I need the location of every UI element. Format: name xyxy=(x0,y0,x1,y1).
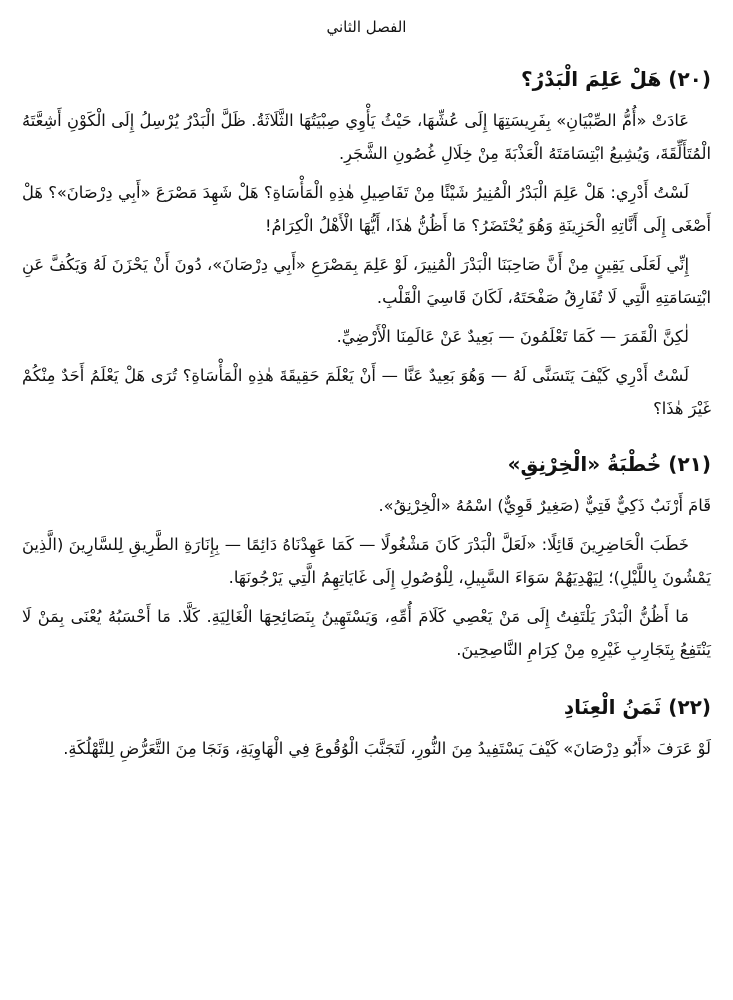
paragraph: إِنِّي لَعَلَى يَقِينٍ مِنْ أَنَّ صَاحِبَنَا الْبَدْرَ الْمُنِيرَ، لَوْ عَلِمَ بِمَصْرَعِ «أَبِي دِرْصَانَ»، دُونَ أَنْ يَحْزَنَ لَهُ وَيَكُفَّ عَنِ ابْتِسَامَتِهِ الَّتِي لَا تُفَارِقُ صَفْحَتَهُ، لَكَانَ قَاسِيَ الْقَلْبِ. xyxy=(22,255,711,307)
section-title: (٢٠) هَلْ عَلِمَ الْبَدْرُ؟ xyxy=(520,67,711,91)
paragraph: لٰكِنَّ الْقَمَرَ — كَمَا تَعْلَمُونَ — بَعِيدٌ عَنْ عَالَمِنَا الْأَرْضِيِّ. xyxy=(336,327,689,346)
section-title: (٢١) خُطْبَةُ «الْخِرْنِقِ» xyxy=(507,452,711,476)
paragraph: قَامَ أَرْنَبٌ ذَكِيٌّ فَتِيٌّ (صَغِيرٌ قَوِيٌّ) اسْمُهُ «الْخِرْنِقُ». xyxy=(378,496,711,515)
section-21 xyxy=(22,447,711,666)
paragraph: لَوْ عَرَفَ «أَبُو دِرْصَانَ» كَيْفَ يَسْتَفِيدُ مِنَ النُّورِ، لَتَجَنَّبَ الْوُقُوعَ فِي الْهَاوِيَةِ، وَنَجَا مِنَ التَّعَرُّضِ لِلتَّهْلُكَةِ. xyxy=(63,739,711,758)
paragraph: لَسْتُ أَدْرِي كَيْفَ يَتَسَنَّى لَهُ — وَهُوَ بَعِيدٌ عَنَّا — أَنْ يَعْلَمَ حَقِيقَةَ هٰذِهِ الْمَأْسَاةِ؟ تُرَى هَلْ يَعْلَمُ أَحَدٌ مِنْكُمْ غَيْرَ هٰذَا؟ xyxy=(22,366,711,418)
paragraph: لَسْتُ أَدْرِي: هَلْ عَلِمَ الْبَدْرُ الْمُنِيرُ شَيْئًا مِنْ تَفَاصِيلِ هٰذِهِ الْمَأْسَاةِ؟ هَلْ شَهِدَ مَصْرَعَ «أَبِي دِرْصَانَ»؟ هَلْ أَصْغَى إِلَى أَنَّاتِهِ الْحَزِينَةِ وَهُوَ يُحْتَضَرُ؟ مَا أَظُنُّ هٰذَا، أَيُّهَا الْأَهْلُ الْكِرَامُ! xyxy=(22,183,711,235)
running-header: الفصل الثاني xyxy=(326,18,407,36)
paragraph: مَا أَظُنُّ الْبَدْرَ يَلْتَفِتُ إِلَى مَنْ يَعْصِي كَلَامَ أُمِّهِ، وَيَسْتَهِينُ بِنَصَائِحِهَا الْغَالِيَةِ. كَلَّا. مَا أَحْسَبُهُ يُعْنَى بِمَنْ لَا يَنْتَفِعُ بِتَجَارِبِ غَيْرِهِ مِنْ كِرَامِ النَّاصِحِينَ. xyxy=(22,607,711,659)
paragraph: خَطَبَ الْحَاضِرِينَ قَائِلًا: «لَعَلَّ الْبَدْرَ كَانَ مَشْغُولًا — كَمَا عَهِدْنَاهُ دَائِمًا — بِإِنَارَةِ الطَّرِيقِ لِلسَّارِينَ (الَّذِينَ يَمْشُونَ بِاللَّيْلِ)؛ لِيَهْدِيَهُمْ سَوَاءَ السَّبِيلِ، لِلْوُصُولِ إِلَى غَايَاتِهِمُ الَّتِي يَرْجُونَهَا. xyxy=(22,535,711,587)
section-20 xyxy=(22,62,711,425)
section-22 xyxy=(22,690,711,765)
section-title: (٢٢) ثَمَنُ الْعِنَادِ xyxy=(563,695,711,719)
paragraph: عَادَتْ «أُمُّ الصِّبْيَانِ» بِفَرِيسَتِهَا إِلَى عُشِّهَا، حَيْثُ يَأْوِي صِبْيَتُهَا الثَّلَاثَةُ. ظَلَّ الْبَدْرُ يُرْسِلُ إِلَى الْكَوْنِ أَشِعَّتَهُ الْمُتَأَلِّقَةَ، وَيُشِيعُ ابْتِسَامَتَهُ الْعَذْبَةَ مِنْ خِلَالِ غُصُونِ الشَّجَرِ. xyxy=(22,111,711,163)
